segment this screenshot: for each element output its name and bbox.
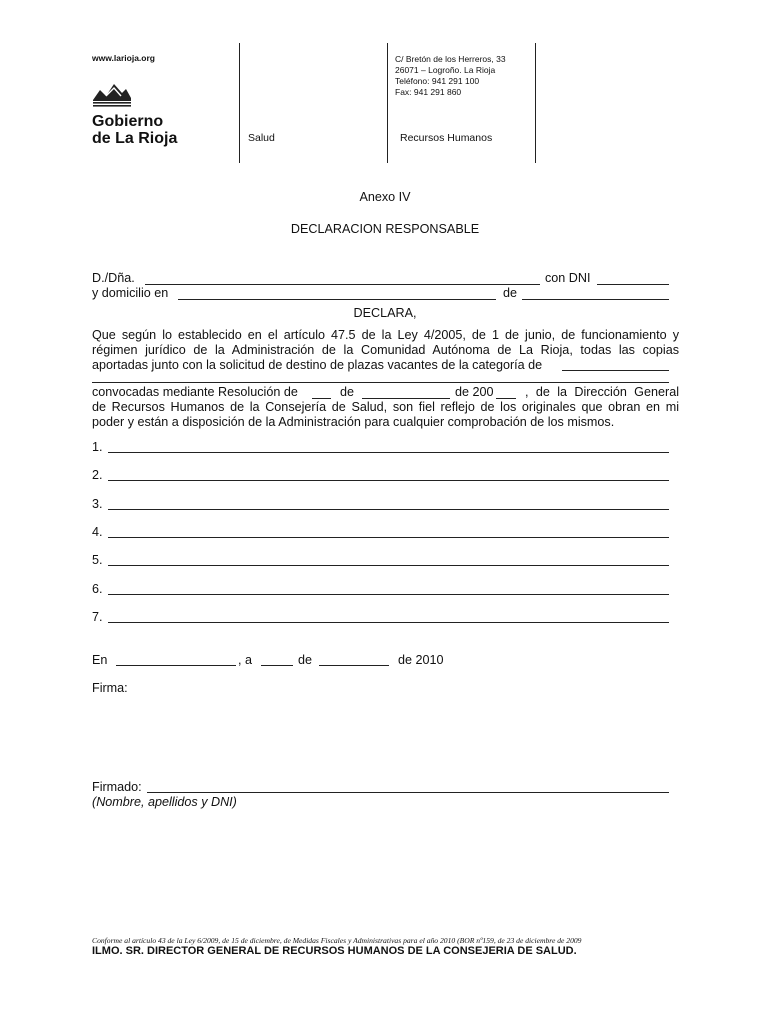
item-line[interactable] — [108, 480, 669, 481]
item-number: 3. — [92, 497, 103, 511]
website-url: www.larioja.org — [92, 53, 155, 63]
declaration-paragraph-2 — [92, 400, 679, 415]
address-block — [395, 54, 506, 98]
annex-title: Anexo IV — [359, 190, 411, 204]
convocation-year-label: de 200 — [455, 385, 494, 399]
item-number: 6. — [92, 582, 103, 596]
address-line: C/ Bretón de los Herreros, 33 — [395, 54, 506, 64]
item-number: 2. — [92, 468, 103, 482]
address-line: 26071 – Logroño. La Rioja — [395, 65, 496, 75]
header-divider-right — [535, 43, 536, 163]
gobierno-la-rioja-logo-icon — [92, 80, 132, 108]
header-divider-left — [239, 43, 240, 163]
convocation-de-label: de — [340, 385, 355, 399]
signed-by-note: (Nombre, apellidos y DNI) — [92, 795, 237, 809]
item-number: 4. — [92, 525, 103, 539]
signed-by-label: Firmado: — [92, 780, 142, 794]
declaration-paragraph-1 — [92, 328, 679, 358]
legal-footnote: Conforme al artículo 43 de la Ley 6/2009, de 15 de diciembre, de Medidas Fiscales y Administrativas para el año 2010 (BOR nº159, de 23 de diciembre de 2009 — [92, 936, 582, 945]
place-field-line[interactable] — [116, 665, 236, 666]
category-text: aportadas junto con la solicitud de destino de plazas vacantes de la categoría de — [92, 358, 543, 372]
item-line[interactable] — [108, 622, 669, 623]
day-field-line[interactable] — [261, 665, 293, 666]
header-divider-middle — [387, 43, 388, 163]
place-en-label: En — [92, 653, 108, 667]
category-field-line-2[interactable] — [92, 382, 669, 383]
convocation-tail: , de la Dirección General — [525, 385, 679, 399]
convocation-text: convocadas mediante Resolución de — [92, 385, 298, 399]
month-field-line[interactable] — [319, 665, 389, 666]
item-line[interactable] — [108, 452, 669, 453]
place-a-label: , a — [238, 653, 253, 667]
dni-field-line[interactable] — [597, 284, 669, 285]
city-field-line[interactable] — [522, 299, 669, 300]
document-title: DECLARACION RESPONSABLE — [290, 222, 480, 236]
org-name — [92, 113, 177, 147]
address-line: Fax: 941 291 860 — [395, 87, 462, 97]
declares-heading: DECLARA, — [353, 306, 417, 320]
paragraph-line: régimen jurídico de la Administración de la Comunidad Autónoma de La Rioja, todas las copias — [92, 343, 679, 357]
department-label: Salud — [248, 132, 275, 144]
paragraph-line: Que según lo establecido en el artículo 47.5 de la Ley 4/2005, de 1 de junio, de funcionamiento y — [92, 328, 679, 342]
item-number: 5. — [92, 553, 103, 567]
signature-label: Firma: — [92, 681, 128, 695]
paragraph-line: de Recursos Humanos de la Consejería de Salud, son fiel reflejo de los originales que obran en mi — [92, 400, 679, 414]
address-label: y domicilio en — [92, 286, 169, 300]
item-line[interactable] — [108, 594, 669, 595]
signed-by-field-line[interactable] — [147, 792, 669, 793]
item-line[interactable] — [108, 565, 669, 566]
city-de-label: de — [503, 286, 518, 300]
resolution-year-line[interactable] — [496, 398, 516, 399]
paragraph-last-line: poder y están a disposición de la Administración para cualquier comprobación de los mismos. — [92, 415, 615, 429]
section-label: Recursos Humanos — [400, 132, 493, 144]
org-name-line2: de La Rioja — [92, 130, 178, 147]
name-field-line[interactable] — [145, 284, 540, 285]
name-label: D./Dña. — [92, 271, 135, 285]
resolution-number-line[interactable] — [312, 398, 331, 399]
year-label: de 2010 — [398, 653, 444, 667]
org-name-line1: Gobierno — [92, 113, 164, 130]
addressee: ILMO. SR. DIRECTOR GENERAL DE RECURSOS HUMANOS DE LA CONSEJERIA DE SALUD. — [92, 945, 577, 957]
item-number: 7. — [92, 610, 103, 624]
address-field-line[interactable] — [178, 299, 496, 300]
item-line[interactable] — [108, 509, 669, 510]
resolution-month-line[interactable] — [362, 398, 450, 399]
month-de-label: de — [298, 653, 313, 667]
dni-label: con DNI — [545, 271, 591, 285]
item-line[interactable] — [108, 537, 669, 538]
address-line: Teléfono: 941 291 100 — [395, 76, 480, 86]
item-number: 1. — [92, 440, 103, 454]
category-field-line[interactable] — [562, 370, 669, 371]
